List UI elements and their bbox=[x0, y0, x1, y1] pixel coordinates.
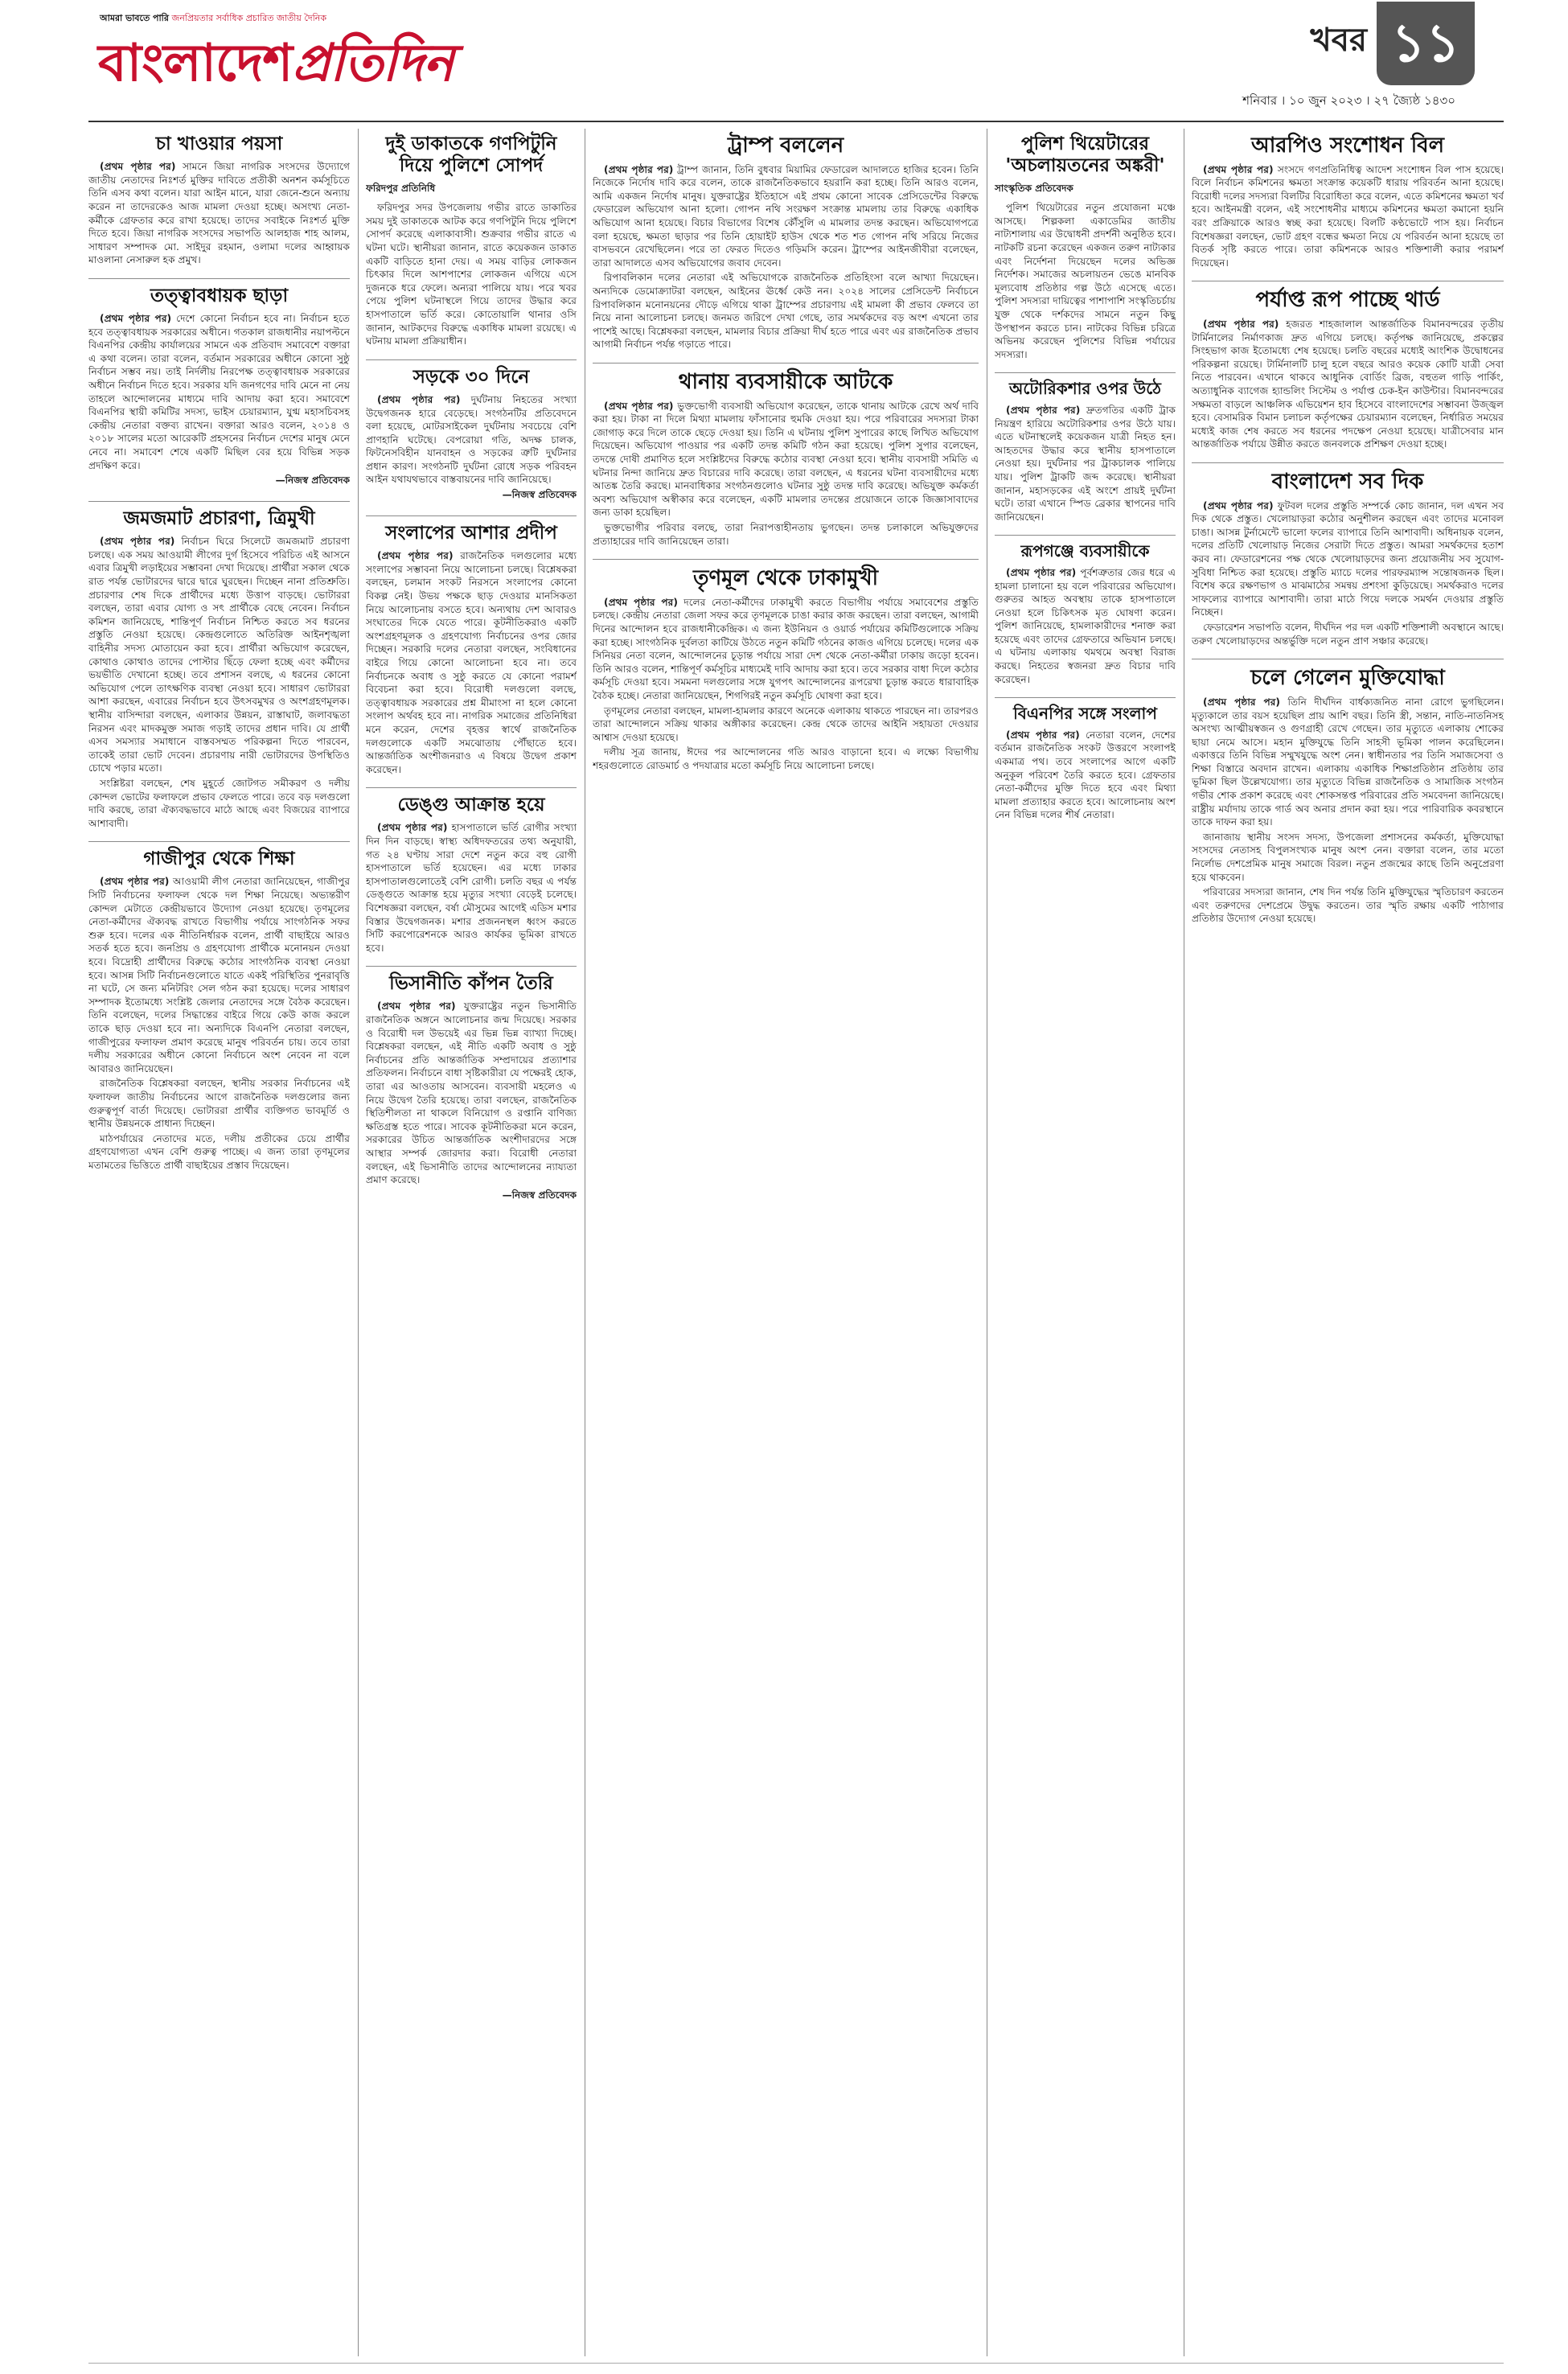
story-divider bbox=[1192, 462, 1504, 463]
story-body: (প্রথম পৃষ্ঠার পর) পূর্বশত্রুতার জের ধরে এ হামলা চালানো হয় বলে পরিবারের অভিযোগ। গুরুতর আহত অবস্থায় তাকে হাসপাতালে নেওয়া হলে চিকিৎসক মৃত ঘোষণা করেন। পুলিশ জানিয়েছে, হামলাকারীদের শনাক্ত করা হয়েছে এবং তাদের গ্রেফতারে অভিযান চলছে। এ ঘটনায় এলাকায় থমথমে অবস্থা বিরাজ করছে। নিহতের স্বজনরা দ্রুত বিচার দাবি করেছেন। bbox=[995, 566, 1176, 685]
story-body: (প্রথম পৃষ্ঠার পর) রাজনৈতিক দলগুলোর মধ্যে সংলাপের সম্ভাবনা নিয়ে আলোচনা চলছে। বিশ্লেষকরা বলছেন, চলমান সংকট নিরসনে সংলাপের কোনো বিকল্প নেই। উভয় পক্ষকে ছাড় দেওয়ার মানসিকতা নিয়ে আলোচনায় বসতে হবে। অন্যথায় দেশ আবারও সংঘাতের দিকে যেতে পারে। কূটনীতিকরাও একটি অংশগ্রহণমূলক ও গ্রহণযোগ্য নির্বাচনের ওপর জোর দিচ্ছেন। সরকারি দলের নেতারা বলছেন, সংবিধানের বাইরে গিয়ে কোনো আলোচনা হবে না। তবে নির্বাচনকে অবাধ ও সুষ্ঠু করতে যে কোনো পরামর্শ বিবেচনা করা হবে। বিরোধী দলগুলো বলছে, তত্ত্বাবধায়ক সরকারের প্রশ্ন মীমাংসা না হলে কোনো সংলাপ অর্থবহ হবে না। নাগরিক সমাজের প্রতিনিধিরা মনে করেন, দেশের বৃহত্তর স্বার্থে রাজনৈতিক দলগুলোকে একটি সমঝোতায় পৌঁছাতে হবে। আন্তর্জাতিক অংশীজনরাও এ বিষয়ে উদ্বেগ প্রকাশ করেছেন। bbox=[366, 550, 577, 775]
story-headline: তৃণমূল থেকে ঢাকামুখী bbox=[692, 566, 879, 591]
story-bangladesh-all-sides[interactable] bbox=[1192, 470, 1504, 647]
story-divider bbox=[995, 697, 1176, 698]
story-dengue[interactable] bbox=[366, 795, 577, 955]
story-robbers[interactable] bbox=[366, 133, 577, 348]
story-autorickshaw[interactable] bbox=[995, 380, 1176, 524]
story-divider bbox=[88, 501, 350, 502]
story-body: (প্রথম পৃষ্ঠার পর) সামনে জিয়া নাগরিক সংসদের উদ্যোগে জাতীয় নেতাদের নিঃশর্ত মুক্তির দাবিতে প্রতীকী অনশন কর্মসূচিতে তিনি এসব কথা বলেন। যারা আইন মানে, যারা জেনে-শুনে অন্যায় করেন না তাদেরকেও আজ মামলা দেওয়া হচ্ছে। অসংখ্য নেতা-কর্মীকে গ্রেফতার করে রাখা হয়েছে। তাদের সবাইকে নিঃশর্ত মুক্তি দিতে হবে। জিয়া নাগরিক সংসদের সভাপতি আলহাজ শাহ আলম, সাধারণ সম্পাদক মো. সাইদুর রহমান, ওলামা দলের আহ্বায়ক মাওলানা নেসারুল হক প্রমুখ। bbox=[88, 161, 350, 266]
story-headline: ট্রাম্প বললেন bbox=[727, 133, 844, 158]
story-headline: বিএনপির সঙ্গে সংলাপ bbox=[1013, 704, 1157, 724]
story-body: ভুক্তভোগীর পরিবার বলছে, তারা নিরাপত্তাহীনতায় ভুগছেন। তদন্ত চলাকালে অভিযুক্তদের প্রত্যাহারের দাবি জানিয়েছেন তারা। bbox=[593, 522, 979, 547]
story-headline: বাংলাদেশ সব দিক bbox=[1271, 470, 1424, 495]
story-body: মাঠপর্যায়ের নেতাদের মতে, দলীয় প্রতীকের চেয়ে প্রার্থীর গ্রহণযোগ্যতা এখন বেশি গুরুত্ব পাচ্ছে। এ জন্য তারা তৃণমূলের মতামতের ভিত্তিতে প্রার্থী বাছাইয়ের প্রস্তাব দিয়েছেন। bbox=[88, 1132, 350, 1171]
section-name: খবর bbox=[1310, 22, 1367, 59]
story-body: (প্রথম পৃষ্ঠার পর) দলের নেতা-কর্মীদের ঢাকামুখী করতে বিভাগীয় পর্যায়ে সমাবেশের প্রস্তুতি চলছে। কেন্দ্রীয় নেতারা জেলা সফর করে তৃণমূলকে চাঙা করার কাজ করছেন। তারা বলছেন, আগামী দিনের আন্দোলন হবে রাজধানীকেন্দ্রিক। এ জন্য ইউনিয়ন ও ওয়ার্ড পর্যায়ের কমিটিগুলোকে সক্রিয় করা হচ্ছে। সাংগঠনিক দুর্বলতা কাটিয়ে উঠতে নতুন কমিটি গঠনের কাজও এগিয়ে চলেছে। দলের এক সিনিয়র নেতা বলেন, আন্দোলনের চূড়ান্ত পর্যায়ে সারা দেশ থেকে নেতা-কর্মীরা ঢাকায় জড়ো হবেন। তিনি আরও বলেন, শান্তিপূর্ণ কর্মসূচির মাধ্যমেই দাবি আদায় করা হবে। তবে সরকার বাধা দিলে কঠোর কর্মসূচি দেওয়া হবে। সমমনা দলগুলোর সঙ্গে যুগপৎ আন্দোলনের রূপরেখা চূড়ান্ত করতে ধারাবাহিক বৈঠক হচ্ছে। নেতারা জানিয়েছেন, শিগগিরই নতুন কর্মসূচি ঘোষণা করা হবে। bbox=[593, 596, 979, 702]
story-body: (প্রথম পৃষ্ঠার পর) দুর্ঘটনায় নিহতের সংখ্যা উদ্বেগজনক হারে বেড়েছে। সংগঠনটির প্রতিবেদনে বলা হয়েছে, মোটরসাইকেল দুর্ঘটনায় সবচেয়ে বেশি প্রাণহানি ঘটেছে। বেপরোয়া গতি, অদক্ষ চালক, ফিটনেসবিহীন যানবাহন ও সড়কের ত্রুটি দুর্ঘটনার প্রধান কারণ। সংগঠনটি দুর্ঘটনা রোধে সড়ক পরিবহন আইন যথাযথভাবে বাস্তবায়নের দাবি জানিয়েছে। bbox=[366, 393, 577, 486]
story-police-theatre[interactable] bbox=[995, 133, 1176, 361]
story-byline: সাংস্কৃতিক প্রতিবেদক bbox=[995, 183, 1073, 195]
story-headline: সংলাপের আশার প্রদীপ bbox=[385, 523, 557, 544]
story-divider bbox=[88, 278, 350, 279]
story-body: (প্রথম পৃষ্ঠার পর) সংসদে গণপ্রতিনিধিত্ব আদেশ সংশোধন বিল পাস হয়েছে। বিলে নির্বাচন কমিশনের ক্ষমতা সংক্রান্ত কয়েকটি ধারায় পরিবর্তন আনা হয়েছে। বিরোধী দলের সদস্যরা বিলটির বিরোধিতা করে বলেন, এতে কমিশনের ক্ষমতা খর্ব হবে। আইনমন্ত্রী বলেন, এই সংশোধনীর মাধ্যমে কমিশনের ক্ষমতা কমানো হয়নি বরং প্রক্রিয়াকে আরও স্বচ্ছ করা হয়েছে। বিলটি কণ্ঠভোটে পাস হয়। নির্বাচন বিশেষজ্ঞরা বলছেন, ভোট গ্রহণ বন্ধের ক্ষমতা নিয়ে যে পরিবর্তন আনা হয়েছে তা বিতর্ক সৃষ্টি করতে পারে। তারা কমিশনকে আরও শক্তিশালী করার পরামর্শ দিয়েছেন। bbox=[1192, 163, 1504, 269]
story-headline: পুলিশ থিয়েটারের 'অচলায়তনের অঙ্করী' bbox=[1005, 133, 1165, 177]
story-body: (প্রথম পৃষ্ঠার পর) ফুটবল দলের প্রস্তুতি সম্পর্কে কোচ জানান, দল এখন সব দিক থেকে প্রস্তুত। খেলোয়াড়রা কঠোর অনুশীলন করছেন এবং তাদের মনোবল চাঙা। আসন্ন টুর্নামেন্টে ভালো ফলের ব্যাপারে তিনি আশাবাদী। অধিনায়ক বলেন, দলের প্রতিটি খেলোয়াড় নিজের সেরাটা দিতে প্রস্তুত। আমরা সমর্থকদের হতাশ করব না। ফেডারেশনের পক্ষ থেকে খেলোয়াড়দের জন্য প্রয়োজনীয় সব সুযোগ-সুবিধা নিশ্চিত করা হয়েছে। প্রস্তুতি ম্যাচে দলের পারফরম্যান্স সন্তোষজনক ছিল। বিশেষ করে রক্ষণভাগ ও মাঝমাঠের সমন্বয় প্রশংসা কুড়িয়েছে। সমর্থকরাও দলের সাফল্যের ব্যাপারে আশাবাদী। তারা মাঠে গিয়ে দলকে সমর্থন দেওয়ার প্রস্তুতি নিচ্ছেন। bbox=[1192, 499, 1504, 618]
story-body: দলীয় সূত্র জানায়, ঈদের পর আন্দোলনের গতি আরও বাড়ানো হবে। এ লক্ষ্যে বিভাগীয় শহরগুলোতে রোডমার্চ ও পদযাত্রার মতো কর্মসূচি নিয়ে আলোচনা চলছে। bbox=[593, 746, 979, 771]
story-headline: পর্যাপ্ত রূপ পাচ্ছে থার্ড bbox=[1255, 288, 1440, 313]
story-credit: —নিজস্ব প্রতিবেদক bbox=[502, 489, 577, 501]
story-headline: থানায় ব্যবসায়ীকে আটকে bbox=[678, 369, 893, 394]
story-divider bbox=[88, 841, 350, 842]
dateline: শনিবার । ১০ জুন ২০২৩ । ২৭ জ্যৈষ্ঠ ১৪৩০ bbox=[1242, 93, 1455, 108]
story-headline: অটোরিকশার ওপর উঠে bbox=[1009, 379, 1161, 399]
story-body: (প্রথম পৃষ্ঠার পর) নেতারা বলেন, দেশের বর্তমান রাজনৈতিক সংকট উত্তরণে সংলাপই একমাত্র পথ। তবে সংলাপের আগে একটি অনুকূল পরিবেশ তৈরি করতে হবে। গ্রেফতার নেতা-কর্মীদের মুক্তি দিতে হবে এবং মিথ্যা মামলা প্রত্যাহার করতে হবে। আলোচনায় অংশ নেন বিভিন্ন দলের শীর্ষ নেতারা। bbox=[995, 729, 1176, 821]
story-headline: গাজীপুর থেকে শিক্ষা bbox=[143, 848, 295, 870]
story-police-station-trader[interactable] bbox=[593, 370, 979, 548]
logo-word-bangladesh: বাংলাদেশ bbox=[98, 34, 293, 93]
story-body: জানাজায় স্থানীয় সংসদ সদস্য, উপজেলা প্রশাসনের কর্মকর্তা, মুক্তিযোদ্ধা সংসদের নেতাসহ বিপুলসংখ্যক মানুষ অংশ নেন। বক্তারা বলেন, তার মতো নির্লোভ দেশপ্রেমিক মানুষ সমাজে বিরল। নতুন প্রজন্মের কাছে তিনি অনুপ্রেরণা হয়ে থাকবেন। bbox=[1192, 831, 1504, 883]
story-grassroots-to-dhaka[interactable] bbox=[593, 566, 979, 772]
story-visa-policy[interactable] bbox=[366, 973, 577, 1204]
column-5 bbox=[1192, 129, 1504, 2356]
column-1 bbox=[88, 129, 350, 2356]
logo-word-protidin: প্রতিদিন bbox=[292, 34, 454, 93]
masthead bbox=[88, 0, 1504, 121]
story-headline: ভিসানীতি কাঁপন তৈরি bbox=[389, 973, 553, 995]
story-body: (প্রথম পৃষ্ঠার পর) হজরত শাহজালাল আন্তর্জাতিক বিমানবন্দরের তৃতীয় টার্মিনালের নির্মাণকাজ দ্রুত এগিয়ে চলছে। কর্তৃপক্ষ জানিয়েছে, প্রকল্পের সিংহভাগ কাজ ইতোমধ্যে শেষ হয়েছে। চলতি বছরের মধ্যেই আংশিক উদ্বোধনের পরিকল্পনা রয়েছে। টার্মিনালটি চালু হলে বছরে আরও কয়েক কোটি যাত্রী সেবা নিতে পারবেন। এখানে থাকবে আধুনিক বোর্ডিং ব্রিজ, বহুতল গাড়ি পার্কিং, অত্যাধুনিক ব্যাগেজ হ্যান্ডলিং সিস্টেম ও পর্যাপ্ত চেক-ইন কাউন্টার। বিমানবন্দরের সক্ষমতা বাড়লে আঞ্চলিক এভিয়েশন হাব হিসেবে বাংলাদেশের সম্ভাবনা উজ্জ্বল হবে। বেসামরিক বিমান চলাচল কর্তৃপক্ষের চেয়ারম্যান বলেছেন, নির্ধারিত সময়ের মধ্যেই কাজ শেষ করতে সব ধরনের পদক্ষেপ নেওয়া হয়েছে। যাত্রীসেবার মান আন্তর্জাতিক পর্যায়ে উন্নীত করতে জনবলকে প্রশিক্ষণ দেওয়া হচ্ছে। bbox=[1192, 318, 1504, 450]
story-credit: —নিজস্ব প্রতিবেদক bbox=[275, 474, 350, 487]
story-headline: আরপিও সংশোধন বিল bbox=[1250, 133, 1445, 158]
story-headline: তত্ত্বাবধায়ক ছাড়া bbox=[150, 285, 289, 306]
story-divider bbox=[366, 515, 577, 516]
story-headline: জমজমাট প্রচারণা, ত্রিমুখী bbox=[123, 508, 315, 530]
story-body: তৃণমূলের নেতারা বলছেন, মামলা-হামলার কারণে অনেকে এলাকায় থাকতে পারছেন না। তারপরও তারা আন্দোলনে সক্রিয় থাকার অঙ্গীকার করেছেন। কেন্দ্র থেকে তাদের আইনি সহায়তা দেওয়ার আশ্বাস দেওয়া হয়েছে। bbox=[593, 704, 979, 743]
story-credit: —নিজস্ব প্রতিবেদক bbox=[502, 1189, 577, 1201]
story-divider bbox=[366, 966, 577, 967]
story-divider bbox=[995, 535, 1176, 536]
story-road-30-days[interactable] bbox=[366, 367, 577, 504]
story-body: (প্রথম পৃষ্ঠার পর) ভুক্তভোগী ব্যবসায়ী অভিযোগ করেছেন, তাকে থানায় আটকে রেখে অর্থ দাবি করা হয়। টাকা না দিলে মিথ্যা মামলায় ফাঁসানোর হুমকি দেওয়া হয়। পরে পরিবারের সদস্যরা টাকা জোগাড় করে দিলে তাকে ছেড়ে দেওয়া হয়। তিনি এ ঘটনায় পুলিশ সুপারের কাছে লিখিত অভিযোগ দিয়েছেন। অভিযোগ পাওয়ার পর একটি তদন্ত কমিটি গঠন করা হয়েছে। পুলিশ সুপার বলেছেন, তদন্তে দোষী প্রমাণিত হলে সংশ্লিষ্টদের বিরুদ্ধে কঠোর ব্যবস্থা নেওয়া হবে। স্থানীয় ব্যবসায়ী সমিতি এ ঘটনার নিন্দা জানিয়ে দ্রুত বিচারের দাবি করেছে। তারা বলছেন, এ ধরনের ঘটনা ব্যবসায়ীদের মধ্যে আতঙ্ক তৈরি করছে। মানবাধিকার সংগঠনগুলোও ঘটনার সুষ্ঠু তদন্ত দাবি করেছে। অভিযুক্ত কর্মকর্তা অবশ্য অভিযোগ অস্বীকার করে বলেছেন, একটি মামলার তদন্তের প্রয়োজনে তাকে জিজ্ঞাসাবাদের জন্য ডাকা হয়েছিল। bbox=[593, 400, 979, 519]
story-divider bbox=[366, 787, 577, 788]
story-body: (প্রথম পৃষ্ঠার পর) দেশে কোনো নির্বাচন হবে না। নির্বাচন হতে হবে তত্ত্বাবধায়ক সরকারের অধীনে। গতকাল রাজধানীর নয়াপল্টনে বিএনপির কেন্দ্রীয় কার্যালয়ের সামনে এক প্রতিবাদ সমাবেশে বক্তারা এ কথা বলেন। তারা বলেন, বর্তমান সরকারের অধীনে কোনো সুষ্ঠু নির্বাচন সম্ভব নয়। তাই নির্দলীয় নিরপেক্ষ তত্ত্বাবধায়ক সরকারের অধীনে নির্বাচন দিতে হবে। সরকার যদি জনগণের দাবি মেনে না নেয় তাহলে আন্দোলনের মাধ্যমে দাবি আদায় করা হবে। সমাবেশে বিএনপির স্থায়ী কমিটির সদস্য, ভাইস চেয়ারম্যান, যুগ্ম মহাসচিবসহ কেন্দ্রীয় নেতারা বক্তব্য রাখেন। বক্তারা আরও বলেন, ২০১৪ ও ২০১৮ সালের মতো আরেকটি প্রহসনের নির্বাচন দেশের মানুষ মেনে নেবে না। সমাবেশ শেষে একটি মিছিল বের হয়ে বিভিন্ন সড়ক প্রদক্ষিণ করে। bbox=[88, 313, 350, 471]
story-headline: ডেঙ্গু আক্রান্ত হয়ে bbox=[397, 795, 545, 816]
story-headline: সড়কে ৩০ দিনে bbox=[413, 366, 530, 388]
story-byline: ফরিদপুর প্রতিনিধি bbox=[366, 183, 436, 195]
story-divider bbox=[366, 359, 577, 360]
page-number-badge: ১১ bbox=[1377, 2, 1475, 85]
story-body: ফেডারেশন সভাপতি বলেন, দীর্ঘদিন পর দল একটি শক্তিশালী অবস্থানে আছে। তরুণ খেলোয়াড়দের অন্তর্ভুক্তি দলে নতুন প্রাণ সঞ্চার করেছে। bbox=[1192, 622, 1504, 647]
story-body: (প্রথম পৃষ্ঠার পর) যুক্তরাষ্ট্রের নতুন ভিসানীতি রাজনৈতিক অঙ্গনে আলোচনার জন্ম দিয়েছে। সরকার ও বিরোধী দল উভয়েই এর ভিন্ন ভিন্ন ব্যাখ্যা দিচ্ছে। বিশ্লেষকরা বলছেন, এই নীতি একটি অবাধ ও সুষ্ঠু নির্বাচনের প্রতি আন্তর্জাতিক সম্প্রদায়ের প্রত্যাশার প্রতিফলন। নির্বাচনে বাধা সৃষ্টিকারীরা যে পক্ষেরই হোক, তারা এর আওতায় আসবেন। ব্যবসায়ী মহলেও এ নিয়ে উদ্বেগ তৈরি হয়েছে। তারা বলছেন, রাজনৈতিক স্থিতিশীলতা না থাকলে বিনিয়োগ ও রপ্তানি বাণিজ্য ক্ষতিগ্রস্ত হতে পারে। সাবেক কূটনীতিকরা মনে করেন, সরকারের উচিত আন্তর্জাতিক অংশীদারদের সঙ্গে আস্থার সম্পর্ক জোরদার করা। বিরোধী নেতারা বলছেন, এই ভিসানীতি তাদের আন্দোলনের ন্যায্যতা প্রমাণ করেছে। bbox=[366, 1000, 577, 1186]
story-body: (প্রথম পৃষ্ঠার পর) হাসপাতালে ভর্তি রোগীর সংখ্যা দিন দিন বাড়ছে। স্বাস্থ্য অধিদফতরের তথ্য অনুযায়ী, গত ২৪ ঘণ্টায় সারা দেশে নতুন করে বহু রোগী হাসপাতালে ভর্তি হয়েছেন। এর মধ্যে ঢাকার হাসপাতালগুলোতেই বেশি রোগী। চলতি বছর এ পর্যন্ত ডেঙ্গুতে আক্রান্ত হয়ে মৃত্যুর সংখ্যা বেড়েই চলেছে। বিশেষজ্ঞরা বলছেন, বর্ষা মৌসুমের আগেই এডিস মশার বিস্তার উদ্বেগজনক। মশার প্রজননস্থল ধ্বংস করতে সিটি করপোরেশনকে আরও কার্যকর ভূমিকা রাখতে হবে। bbox=[366, 822, 577, 954]
story-headline: চলে গেলেন মুক্তিযোদ্ধা bbox=[1250, 666, 1445, 691]
story-bnp-dialogue[interactable] bbox=[995, 704, 1176, 822]
story-headline: চা খাওয়ার পয়সা bbox=[155, 133, 283, 154]
story-freedom-fighter[interactable] bbox=[1192, 666, 1504, 926]
story-body: (প্রথম পৃষ্ঠার পর) দ্রুতগতির একটি ট্রাক নিয়ন্ত্রণ হারিয়ে অটোরিকশার ওপর উঠে যায়। এতে ঘটনাস্থলেই কয়েকজন যাত্রী নিহত হন। আহতদের উদ্ধার করে স্থানীয় হাসপাতালে নেওয়া হয়। দুর্ঘটনার পর ট্রাকচালক পালিয়ে যায়। পুলিশ ট্রাকটি জব্দ করেছে। স্থানীয়রা জানান, মহাসড়কের এই অংশে প্রায়ই দুর্ঘটনা ঘটে। তারা এখানে স্পিড ব্রেকার স্থাপনের দাবি জানিয়েছেন। bbox=[995, 404, 1176, 523]
story-headline: দুই ডাকাতকে গণপিটুনি দিয়ে পুলিশে সোপর্দ bbox=[385, 133, 557, 177]
column-2 bbox=[366, 129, 577, 2356]
story-body: (প্রথম পৃষ্ঠার পর) তিনি দীর্ঘদিন বার্ধক্যজনিত নানা রোগে ভুগছিলেন। মৃত্যুকালে তার বয়স হয়েছিল প্রায় আশি বছর। তিনি স্ত্রী, সন্তান, নাতি-নাতনিসহ অসংখ্য আত্মীয়স্বজন ও গুণগ্রাহী রেখে গেছেন। তার মৃত্যুতে এলাকায় শোকের ছায়া নেমে আসে। মহান মুক্তিযুদ্ধে তিনি সাহসী ভূমিকা পালন করেছিলেন। একাত্তরে তিনি বিভিন্ন সম্মুখযুদ্ধে অংশ নেন। স্বাধীনতার পর তিনি সমাজসেবা ও শিক্ষা বিস্তারে অবদান রাখেন। এলাকায় একাধিক শিক্ষাপ্রতিষ্ঠান প্রতিষ্ঠায় তার ভূমিকা ছিল উল্লেখযোগ্য। তার মৃত্যুতে বিভিন্ন রাজনৈতিক ও সামাজিক সংগঠন গভীর শোক প্রকাশ করেছে এবং শোকসন্তপ্ত পরিবারের প্রতি সমবেদনা জানিয়েছে। রাষ্ট্রীয় মর্যাদায় তাকে গার্ড অব অনার প্রদান করা হয়। পরে পারিবারিক কবরস্থানে তাকে দাফন করা হয়। bbox=[1192, 696, 1504, 828]
story-body: (প্রথম পৃষ্ঠার পর) আওয়ামী লীগ নেতারা জানিয়েছেন, গাজীপুর সিটি নির্বাচনের ফলাফল থেকে দল শিক্ষা নিয়েছে। অভ্যন্তরীণ কোন্দল মেটাতে কেন্দ্রীয়ভাবে উদ্যোগ নেওয়া হয়েছে। তৃণমূলের নেতা-কর্মীদের ঐক্যবদ্ধ রাখতে বিভাগীয় পর্যায়ে সাংগঠনিক সফর শুরু হবে। দলের এক নীতিনির্ধারক বলেন, প্রার্থী বাছাইয়ে আরও সতর্ক হতে হবে। জনপ্রিয় ও গ্রহণযোগ্য প্রার্থীকে মনোনয়ন দেওয়া হবে। বিদ্রোহী প্রার্থীদের বিরুদ্ধে কঠোর সাংগঠনিক ব্যবস্থা নেওয়া হবে। আসন্ন সিটি নির্বাচনগুলোতে যাতে একই পরিস্থিতির পুনরাবৃত্তি না ঘটে, সে জন্য মনিটরিং সেল গঠন করা হয়েছে। দলের সাধারণ সম্পাদক ইতোমধ্যে সংশ্লিষ্ট জেলার নেতাদের সঙ্গে বৈঠক করেছেন। তিনি বলেছেন, দলের সিদ্ধান্তের বাইরে গিয়ে কেউ কাজ করলে তাকে ছাড় দেওয়া হবে না। অন্যদিকে বিএনপি নেতারা বলছেন, গাজীপুরের ফলাফল প্রমাণ করেছে মানুষ পরিবর্তন চায়। তবে তারা দলীয় সরকারের অধীনে কোনো নির্বাচনে অংশ নেবেন না বলে আবারও জানিয়েছেন। bbox=[88, 876, 350, 1074]
story-dialogue-hope[interactable] bbox=[366, 523, 577, 776]
story-caretaker[interactable] bbox=[88, 285, 350, 490]
story-body: রিপাবলিকান দলের নেতারা এই অভিযোগকে রাজনৈতিক প্রতিহিংসা বলে আখ্যা দিয়েছেন। অন্যদিকে ডেমোক্র্যাটরা বলছেন, আইনের ঊর্ধ্বে কেউ নন। ২০২৪ সালের প্রেসিডেন্ট নির্বাচনে রিপাবলিকান মনোনয়নের দৌড়ে এগিয়ে থাকা ট্রাম্পের প্রচারণায় এই মামলা কী প্রভাব ফেলবে তা নিয়ে নানা আলোচনা চলছে। জনমত জরিপে দেখা গেছে, তার সমর্থকদের বড় অংশ এখনো তার পাশেই আছে। বিশ্লেষকরা বলছেন, মামলার বিচার প্রক্রিয়া দীর্ঘ হতে পারে এবং এর রাজনৈতিক প্রভাব আগামী নির্বাচন পর্যন্ত গড়াতে পারে। bbox=[593, 272, 979, 351]
story-body: রাজনৈতিক বিশ্লেষকরা বলছেন, স্থানীয় সরকার নির্বাচনের এই ফলাফল জাতীয় নির্বাচনের আগে রাজনৈতিক দলগুলোর জন্য গুরুত্বপূর্ণ বার্তা দিয়েছে। ভোটাররা প্রার্থীর ব্যক্তিগত ভাবমূর্তি ও স্থানীয় উন্নয়নকে প্রাধান্য দিচ্ছেন। bbox=[88, 1078, 350, 1130]
masthead-tagline: আমরা ভাবতে পারি জনপ্রিয়তার সর্বাধিক প্রচারিত জাতীয় দৈনিক bbox=[100, 13, 327, 23]
footer-rule bbox=[88, 2363, 1504, 2364]
story-body: পরিবারের সদস্যরা জানান, শেষ দিন পর্যন্ত তিনি মুক্তিযুদ্ধের স্মৃতিচারণ করতেন এবং তরুণদের দেশপ্রেমে উদ্বুদ্ধ করতেন। তার স্মৃতি রক্ষায় একটি পাঠাগার প্রতিষ্ঠার উদ্যোগ নেওয়া হয়েছে। bbox=[1192, 886, 1504, 925]
column-4 bbox=[995, 129, 1176, 2356]
story-tea-money[interactable] bbox=[88, 133, 350, 267]
column-3 bbox=[593, 129, 979, 2356]
story-divider bbox=[593, 559, 979, 560]
story-trump[interactable] bbox=[593, 133, 979, 351]
story-body: (প্রথম পৃষ্ঠার পর) নির্বাচন ঘিরে সিলেটে জমজমাট প্রচারণা চলছে। এক সময় আওয়ামী লীগের দুর্গ হিসেবে পরিচিত এই আসনে এবার ত্রিমুখী লড়াইয়ের সম্ভাবনা দেখা দিয়েছে। প্রার্থীরা সকাল থেকে রাত পর্যন্ত ভোটারদের দ্বারে দ্বারে ঘুরছেন। দিচ্ছেন নানা প্রতিশ্রুতি। প্রচারণার শেষ দিকে প্রার্থীদের মধ্যে উত্তাপ বাড়ছে। ভোটাররা বলছেন, তারা এবার যোগ্য ও সৎ প্রার্থীকে বেছে নেবেন। নির্বাচন কমিশন জানিয়েছে, শান্তিপূর্ণ নির্বাচন নিশ্চিত করতে সব ধরনের প্রস্তুতি নেওয়া হয়েছে। কেন্দ্রগুলোতে অতিরিক্ত আইনশৃঙ্খলা বাহিনীর সদস্য মোতায়েন করা হবে। প্রার্থীরা অভিযোগ করেছেন, কোথাও কোথাও তাদের পোস্টার ছিঁড়ে ফেলা হচ্ছে এবং কর্মীদের ভয়ভীতি দেখানো হচ্ছে। তবে প্রশাসন বলছে, এ ধরনের কোনো অভিযোগ পেলে তাৎক্ষণিক ব্যবস্থা নেওয়া হবে। সাধারণ ভোটাররা আশা করছেন, এবারের নির্বাচন হবে উৎসবমুখর ও অংশগ্রহণমূলক। স্থানীয় বাসিন্দারা বলছেন, এলাকার উন্নয়ন, রাস্তাঘাট, জলাবদ্ধতা নিরসন এবং মাদকমুক্ত সমাজ গড়াই তাদের প্রধান দাবি। যে প্রার্থী এসব সমস্যার সমাধানে বাস্তবসম্মত পরিকল্পনা দিতে পারবেন, তাকেই তারা ভোট দেবেন। প্রচারণায় নারী ভোটারদের উপস্থিতিও চোখে পড়ার মতো। bbox=[88, 536, 350, 774]
story-campaign[interactable] bbox=[88, 508, 350, 830]
story-divider bbox=[995, 372, 1176, 373]
newspaper-logo[interactable] bbox=[98, 27, 453, 100]
story-body: ফরিদপুর সদর উপজেলায় গভীর রাতে ডাকাতির সময় দুই ডাকাতকে আটক করে গণপিটুনি দিয়ে পুলিশে সোপর্দ করেছে এলাকাবাসী। শুক্রবার গভীর রাতে এ ঘটনা ঘটে। স্থানীয়রা জানান, রাতে কয়েকজন ডাকাত একটি বাড়িতে হানা দেয়। এ সময় বাড়ির লোকজন চিৎকার দিলে আশপাশের লোকজন এগিয়ে এসে দুজনকে ধরে ফেলে। অন্যরা পালিয়ে যায়। পরে খবর পেয়ে পুলিশ ঘটনাস্থলে গিয়ে তাদের উদ্ধার করে হাসপাতালে ভর্তি করে। কোতোয়ালি থানার ওসি জানান, আটকদের বিরুদ্ধে একাধিক মামলা রয়েছে। এ ঘটনায় মামলা প্রক্রিয়াধীন। bbox=[366, 202, 577, 347]
story-body: পুলিশ থিয়েটারের নতুন প্রযোজনা মঞ্চে আসছে। শিল্পকলা একাডেমির জাতীয় নাট্যশালায় এর উদ্বোধনী প্রদর্শনী অনুষ্ঠিত হবে। নাটকটি রচনা করেছেন একজন তরুণ নাট্যকার এবং নির্দেশনা দিয়েছেন দলের অভিজ্ঞ নির্দেশক। সমাজের অচলায়তন ভেঙে মানবিক মূল্যবোধ প্রতিষ্ঠার গল্প উঠে এসেছে এতে। পুলিশ সদস্যরা দায়িত্বের পাশাপাশি সংস্কৃতিচর্চায় যুক্ত থেকে দর্শকদের সামনে নতুন কিছু উপস্থাপন করতে চান। নাটকের বিভিন্ন চরিত্রে অভিনয় করেছেন পুলিশের বিভিন্ন পর্যায়ের সদস্যরা। bbox=[995, 202, 1176, 360]
masthead-rule bbox=[88, 121, 1504, 122]
story-rupganj-trader[interactable] bbox=[995, 542, 1176, 686]
story-rpo-amendment[interactable] bbox=[1192, 133, 1504, 269]
column-rule bbox=[358, 129, 359, 2356]
story-third-terminal[interactable] bbox=[1192, 288, 1504, 451]
story-gazipur[interactable] bbox=[88, 848, 350, 1172]
story-body: সংশ্লিষ্টরা বলছেন, শেষ মুহূর্তে জোটগত সমীকরণ ও দলীয় কোন্দল ভোটের ফলাফলে প্রভাব ফেলতে পারে। তবে বড় দলগুলো দাবি করছে, তারা ঐক্যবদ্ধভাবে মাঠে আছে এবং বিজয়ের ব্যাপারে আশাবাদী। bbox=[88, 777, 350, 829]
story-body: (প্রথম পৃষ্ঠার পর) ট্রাম্প জানান, তিনি বুধবার মিয়ামির ফেডারেল আদালতে হাজির হবেন। তিনি নিজেকে নির্দোষ দাবি করে বলেন, তাকে রাজনৈতিকভাবে হয়রানি করা হচ্ছে। তিনি আরও বলেন, আমি একজন নির্দোষ মানুষ। যুক্তরাষ্ট্রের ইতিহাসে এই প্রথম কোনো সাবেক প্রেসিডেন্টের বিরুদ্ধে ফেডারেল অভিযোগ আনা হলো। গোপন নথি সংরক্ষণ সংক্রান্ত মামলায় তার বিরুদ্ধে একাধিক অভিযোগ আনা হয়েছে। বিচার বিভাগের বিশেষ কৌঁসুলি এ মামলার তদন্ত করছেন। অভিযোগপত্রে বলা হয়েছে, ক্ষমতা ছাড়ার পর তিনি হোয়াইট হাউস থেকে শত শত গোপন নথি সরিয়ে নিজের বাসভবনে রেখেছিলেন। পরে তা ফেরত দিতেও গড়িমসি করেন। ট্রাম্পের আইনজীবীরা বলেছেন, তারা আদালতে এসব অভিযোগের জবাব দেবেন। bbox=[593, 163, 979, 269]
newspaper-page-body bbox=[88, 129, 1504, 2356]
story-headline: রূপগঞ্জে ব্যবসায়ীকে bbox=[1020, 541, 1150, 561]
